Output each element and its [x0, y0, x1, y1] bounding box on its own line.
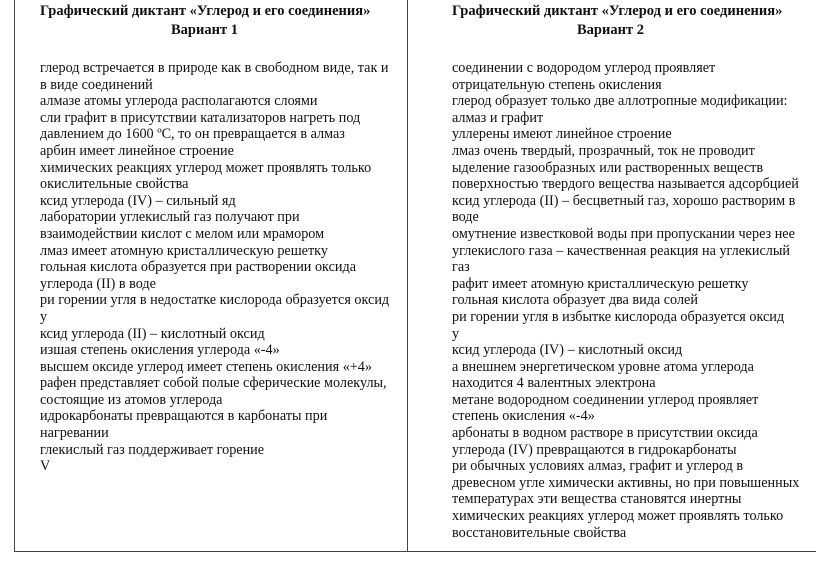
statement-line: воде	[452, 209, 479, 226]
statement-line: гольная кислота образует два вида солей	[452, 292, 698, 309]
statement-line: ыделение газообразных или растворенных веществ	[452, 159, 764, 176]
statement-line: изшая степень окисления углерода «-4»	[40, 342, 280, 359]
statement-line: рафит имеет атомную кристаллическую решетку	[452, 275, 749, 292]
statement-line: у	[40, 308, 48, 325]
statement-line: состоящие из атомов углерода	[40, 391, 223, 408]
statement-line: а внешнем энергетическом уровне атома углерода	[452, 358, 754, 375]
statement-line: лаборатории углекислый газ получают при	[40, 209, 300, 226]
statement-line: рафен представляет собой полые сферические молекулы,	[40, 375, 387, 392]
statement-line: уллерены имеют линейное строение	[452, 126, 672, 143]
statement-line: метане водородном соединении углерод проявляет	[452, 391, 759, 408]
statement-line: у	[452, 325, 460, 342]
statement-line: химических реакциях углерод может проявлять только	[40, 159, 372, 176]
variant-1-title: Графический диктант «Углерод и его соединения»	[40, 3, 371, 19]
statement-line: лмаз имеет атомную кристаллическую решетку	[40, 242, 328, 259]
statement-line: углекислого газа – качественная реакция на углекислый	[452, 242, 790, 259]
statement-line: окислительные свойства	[40, 176, 189, 193]
statement-line: температурах эти вещества становятся инертны	[452, 491, 742, 508]
variant-1-statements	[40, 60, 400, 475]
statement-line: высшем оксиде углерод имеет степень окисления «+4»	[40, 358, 372, 375]
statement-line: ксид углерода (II) – бесцветный газ, хорошо растворим в	[452, 192, 796, 209]
statement-line: идрокарбонаты превращаются в карбонаты при	[40, 408, 328, 425]
statement-line: в виде соединений	[40, 76, 153, 93]
statement-line: углерода (IV) превращаются в гидрокарбонаты	[452, 441, 737, 458]
statement-line: ри горении угля в избытке кислорода образуется оксид	[452, 308, 785, 325]
statement-line: взаимодействии кислот с мелом или мрамором	[40, 225, 325, 242]
statement-line: степень окисления «-4»	[452, 408, 595, 425]
statement-line: гольная кислота образуется при растворении оксида	[40, 259, 356, 276]
statement-line: арбин имеет линейное строение	[40, 142, 234, 159]
table-column-divider	[407, 0, 408, 552]
statement-line: ри обычных условиях алмаз, графит и углерод в	[452, 458, 744, 475]
statement-line: ксид углерода (IV) – сильный яд	[40, 192, 236, 209]
statement-line: отрицательную степень окисления	[452, 76, 662, 93]
statement-line: ксид углерода (IV) – кислотный оксид	[452, 342, 683, 359]
statement-line: алмазе атомы углерода располагаются слоями	[40, 93, 318, 110]
statement-line: глерод встречается в природе как в свободном виде, так и	[40, 60, 389, 76]
statement-line: давлением до 1600 ºС, то он превращается в алмаз	[40, 126, 345, 143]
statement-line: соединении с водородом углерод проявляет	[452, 60, 716, 76]
statement-line: V	[40, 458, 51, 475]
statement-line: поверхностью твердого вещества называется адсорбцией	[452, 176, 799, 193]
statement-line: химических реакциях углерод может проявлять только	[452, 508, 784, 525]
table-border-left	[14, 0, 15, 552]
statement-line: ри горении угля в недостатке кислорода образуется оксид	[40, 292, 390, 309]
statement-line: газ	[452, 259, 470, 276]
statement-line: лмаз очень твердый, прозрачный, ток не проводит	[452, 142, 755, 159]
statement-line: ксид углерода (II) – кислотный оксид	[40, 325, 265, 342]
statement-line: углерода (II) в воде	[40, 275, 156, 292]
statement-line: сли графит в присутствии катализаторов нагреть под	[40, 109, 361, 126]
statement-line: древесном угле химически активны, но при повышенных	[452, 474, 800, 491]
statement-line: омутнение известковой воды при пропускании через нее	[452, 225, 795, 242]
variant-2-title: Графический диктант «Углерод и его соединения»	[452, 3, 783, 19]
variant-1-label: Вариант 1	[171, 22, 238, 38]
statement-line: алмаз и графит	[452, 109, 544, 126]
statement-line: восстановительные свойства	[452, 524, 627, 541]
statement-line: глекислый газ поддерживает горение	[40, 441, 265, 458]
statement-line: арбонаты в водном растворе в присутствии оксида	[452, 425, 758, 442]
variant-2-statements	[452, 60, 808, 541]
statement-line: находится 4 валентных электрона	[452, 375, 656, 392]
statement-line: глерод образует только две аллотропные модификации:	[452, 93, 788, 110]
table-border-bottom	[14, 551, 816, 552]
statement-line: нагревании	[40, 425, 109, 442]
variant-2-label: Вариант 2	[577, 22, 644, 38]
